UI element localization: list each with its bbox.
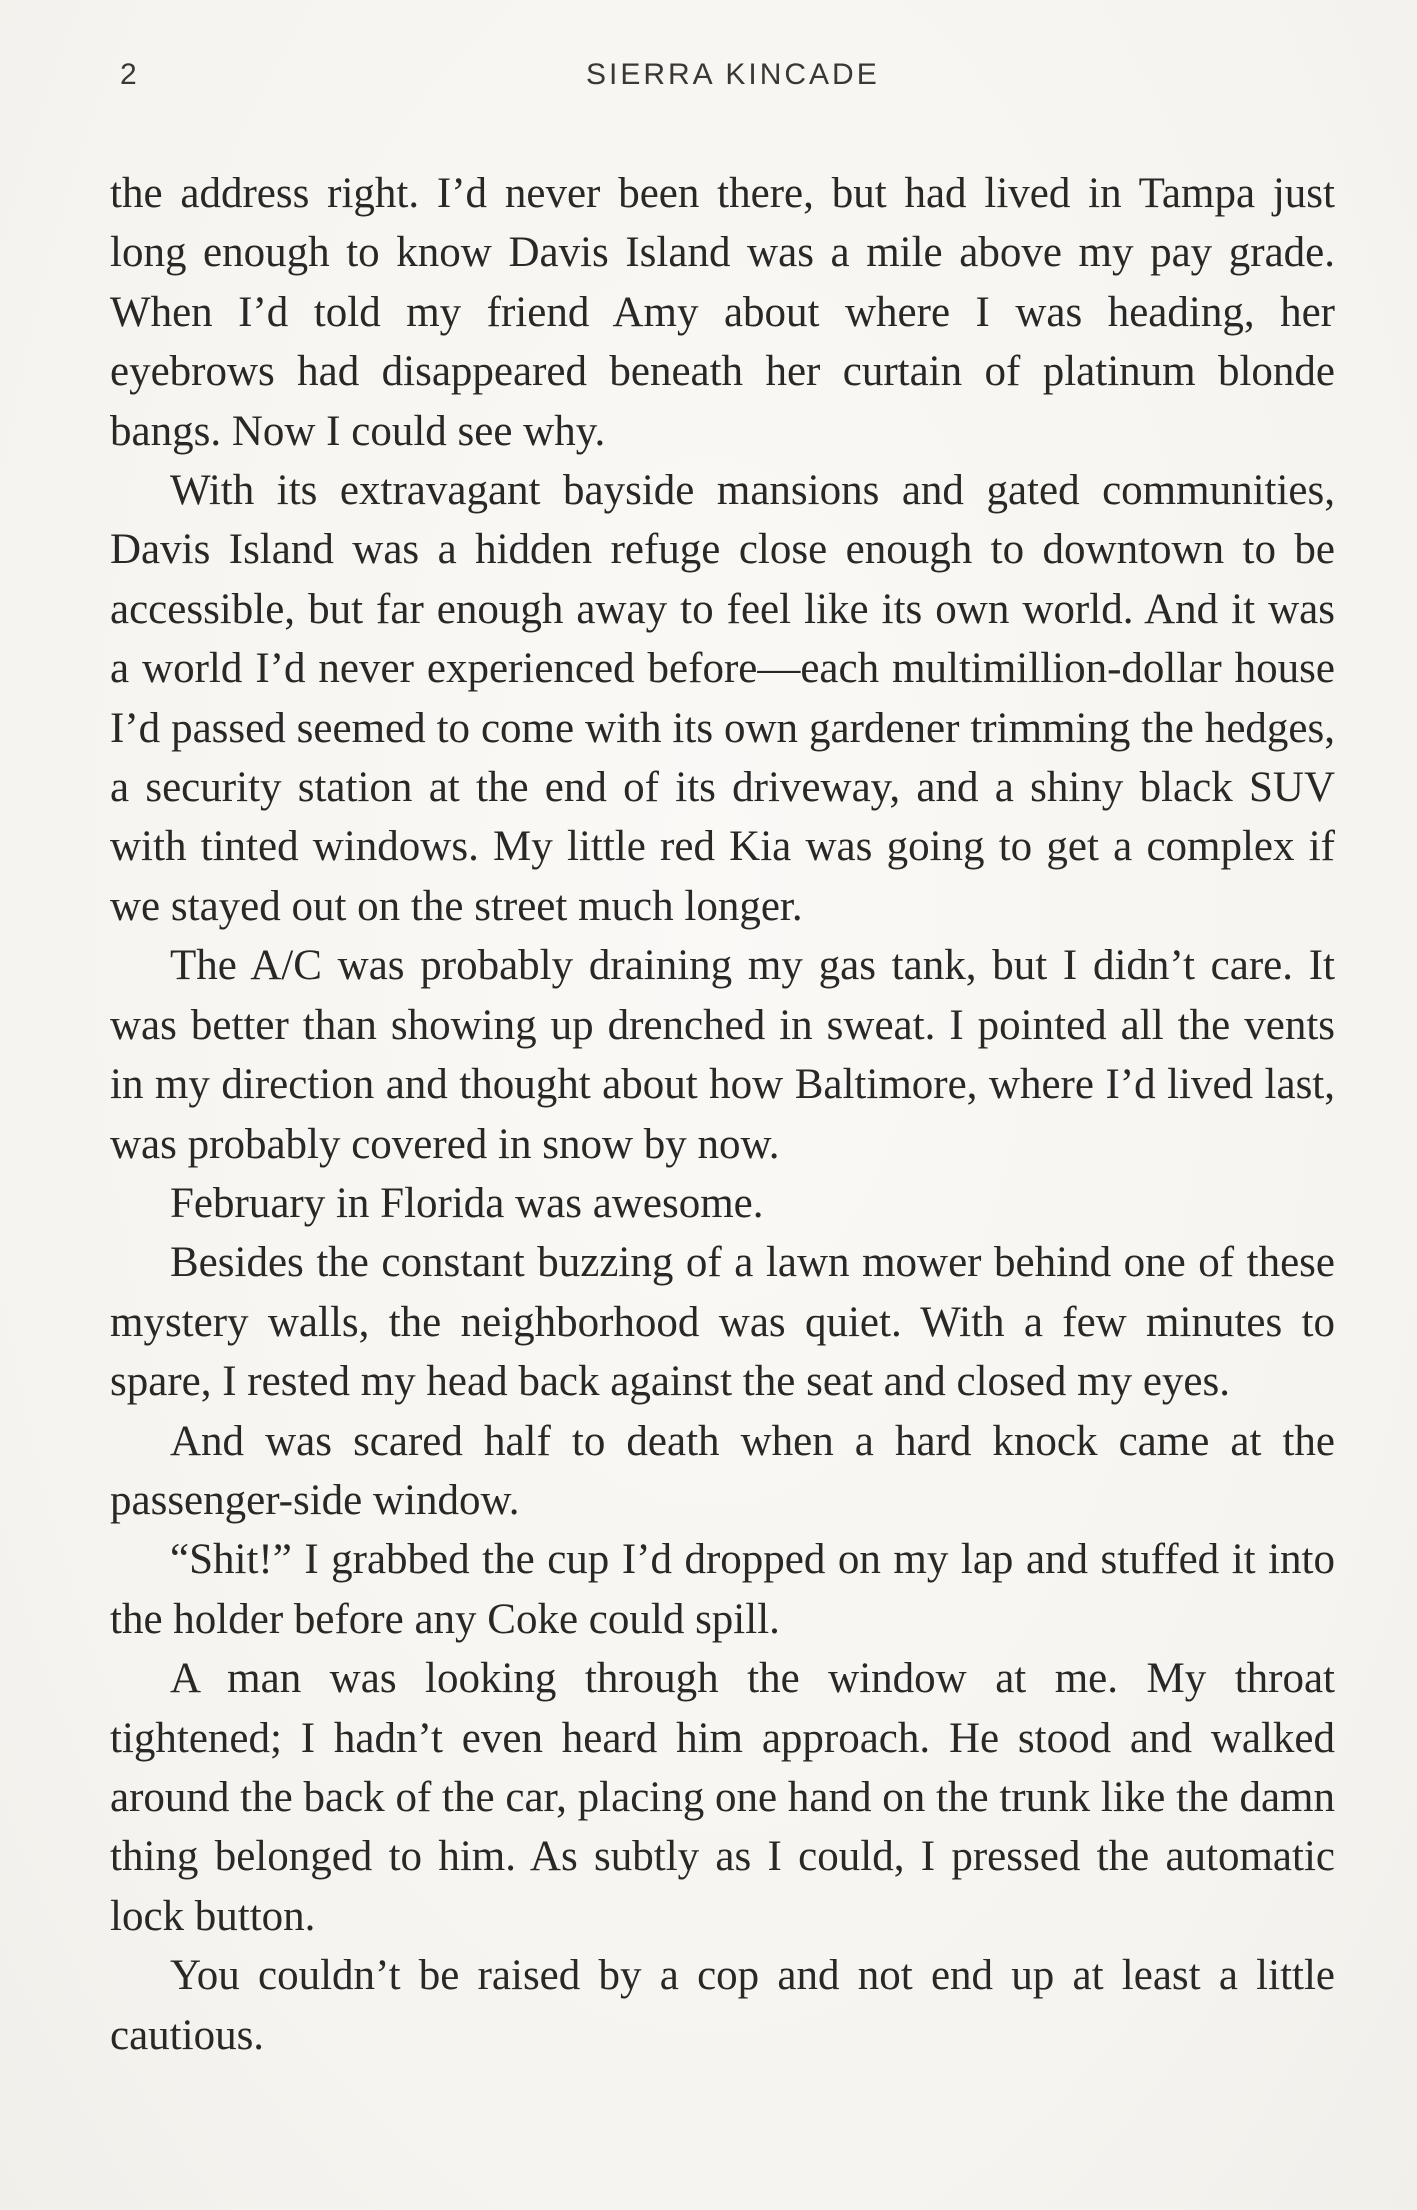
paragraph: The A/C was probably draining my gas tank, but I didn’t care. It was better than showing up drenched in sweat. I pointed all the vents in my direction and thought about how Baltimore, where I’d lived last, was probably covered in snow by now. [110,942,1335,1168]
paragraph: A man was looking through the window at me. My throat tightened; I hadn’t even heard him approach. He stood and walked around the back of the car, placing one hand on the trunk like the damn thing belonged to him. As subtly as I could, I pressed the automatic lock button. [110,1655,1335,1940]
paragraph: With its extravagant bayside mansions and gated communities, Davis Island was a hidden refuge close enough to downtown to be accessible, but far enough away to feel like its own world. And it was a world I’d never experienced before—each multimillion-dollar house I’d passed seemed to come with its own gardener trimming the hedges, a security station at the end of its driveway, and a shiny black SUV with tinted windows. My little red Kia was going to get a complex if we stayed out on the street much longer. [110,467,1335,930]
paragraph: Besides the constant buzzing of a lawn mower behind one of these mystery walls, the neighborhood was quiet. With a few minutes to spare, I rested my head back against the seat and closed my eyes. [110,1239,1335,1406]
paragraph: the address right. I’d never been there, but had lived in Tampa just long enough to know Davis Island was a mile above my pay grade. When I’d told my friend Amy about where I was heading, her eyebrows had disappeared beneath her curtain of platinum blonde bangs. Now I could see why. [110,170,1335,455]
paragraph: “Shit!” I grabbed the cup I’d dropped on my lap and stuffed it into the holder before any Coke could spill. [110,1536,1335,1643]
paragraph: You couldn’t be raised by a cop and not end up at least a little cautious. [110,1952,1335,2059]
running-head [120,58,1340,102]
paragraph: And was scared half to death when a hard knock came at the passenger-side window. [110,1417,1335,1524]
running-title: SIERRA KINCADE [586,58,880,91]
body-text [110,164,1335,2065]
page-number: 2 [120,58,138,91]
paragraph: February in Florida was awesome. [170,1179,764,1227]
